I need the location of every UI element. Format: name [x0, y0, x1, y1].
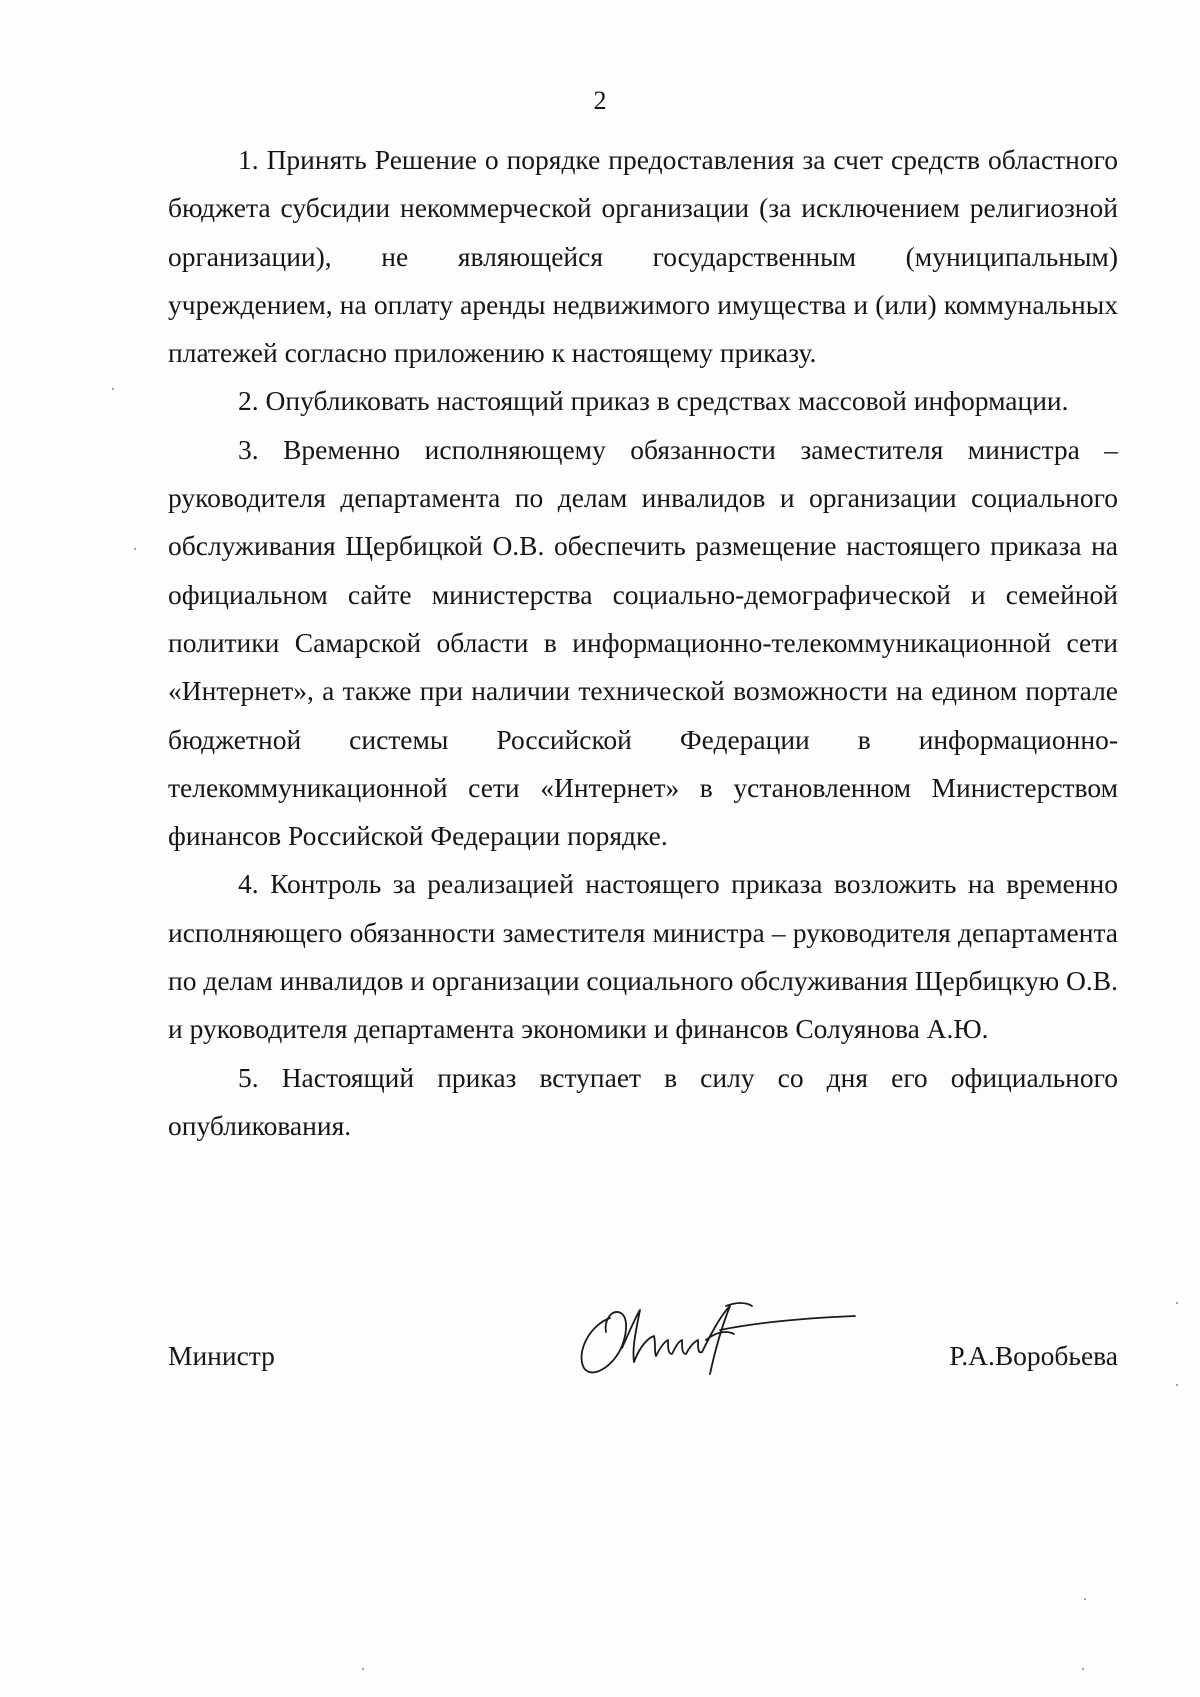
- scan-speck: [134, 548, 136, 550]
- paragraph-1: 1. Принять Решение о порядке предоставления за счет средств областного бюджета субсидии некоммерческой организации (за исключением религиозной организации), не являющейся государственным (муниципальным) учреждением, на оплату аренды недвижимого имущества и (или) коммунальных платежей согласно приложению к настоящему приказу.: [168, 144, 1118, 369]
- scan-speck: [362, 1668, 364, 1670]
- paragraph-4: 4. Контроль за реализацией настоящего приказа возложить на временно исполняющего обязанности заместителя министра – руководителя департамента по делам инвалидов и организации социального обслуживания Щербицкую О.В. и руководителя департамента экономики и финансов Солуянова А.Ю.: [168, 868, 1118, 1045]
- scan-speck: [1084, 1598, 1086, 1600]
- paragraph-5: 5. Настоящий приказ вступает в силу со дня его официального опубликования.: [168, 1061, 1118, 1141]
- paragraph-3: 3. Временно исполняющему обязанности заместителя министра – руководителя департамента по делам инвалидов и организации социального обслуживания Щербицкой О.В. обеспечить размещение настоящего приказа на официальном сайте министерства социально-демографической и семейной политики Самарской области в информационно-телекоммуникационной сети «Интернет», а также при наличии технической возможности на едином портале бюджетной системы Российской Федерации в информационно-телекоммуникационной сети «Интернет» в установленном Министерством финансов Российской Федерации порядке.: [168, 433, 1118, 852]
- paragraph-2: 2. Опубликовать настоящий приказ в средствах массовой информации.: [238, 385, 1069, 417]
- handwritten-signature: [570, 1296, 860, 1386]
- document-body: [168, 136, 1118, 1150]
- signatory-name: Р.А.Воробьева: [949, 1340, 1118, 1371]
- scan-speck: [1082, 1668, 1084, 1670]
- scan-speck: [1176, 1302, 1178, 1304]
- signatory-position: Министр: [168, 1340, 275, 1371]
- page-number: 2: [593, 86, 607, 115]
- scan-speck: [1176, 1384, 1178, 1386]
- scan-speck: [112, 388, 114, 390]
- signature-block: [168, 1318, 1118, 1398]
